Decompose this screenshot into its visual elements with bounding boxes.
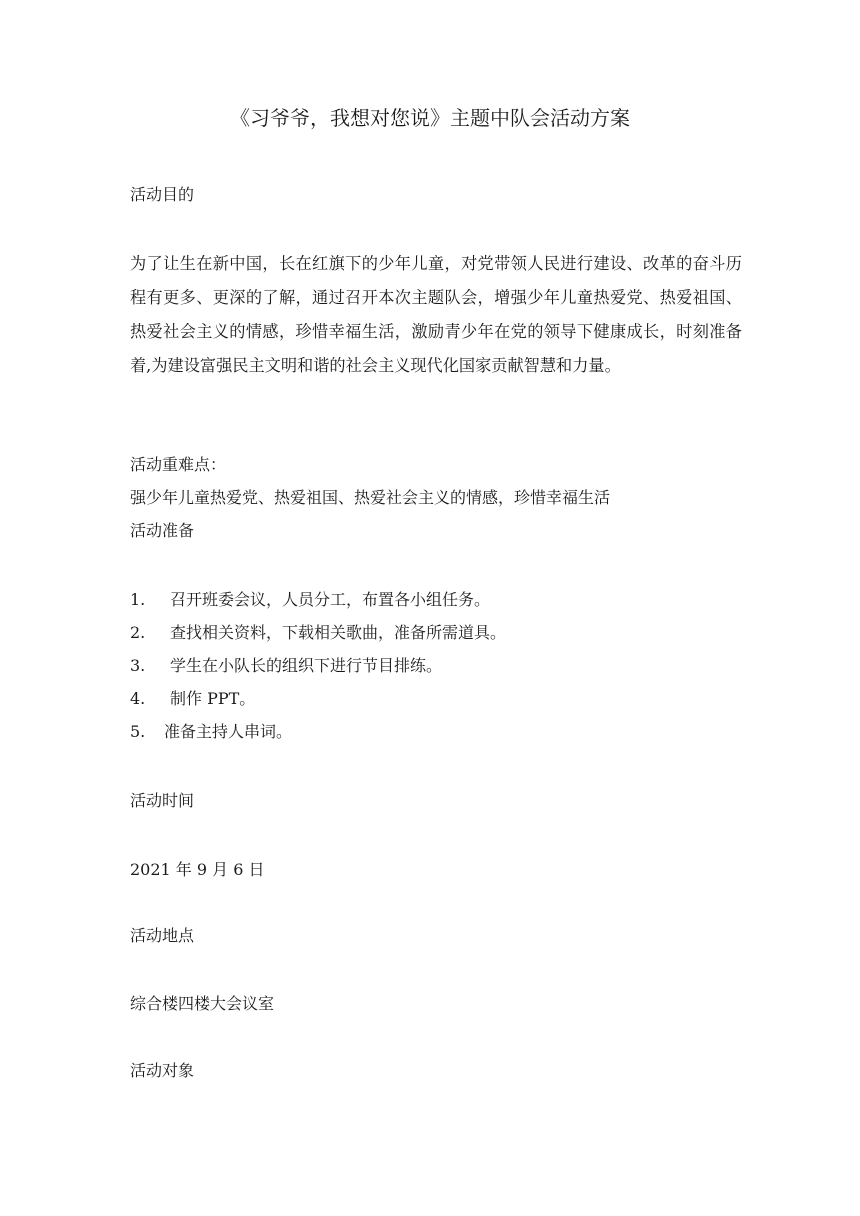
- list-item-text: 召开班委会议，人员分工，布置各小组任务。: [170, 590, 491, 609]
- purpose-paragraph: 为了让生在新中国，长在红旗下的少年儿童，对党带领人民进行建设、改革的奋斗历程有更多、更深的了解，通过召开本次主题队会，增强少年儿童热爱党、热爱祖国、热爱社会主义的情感，珍惜幸福生活，激励青少年在党的领导下健康成长，时刻准备着,为建设富强民主文明和谐的社会主义现代化国家贡献智慧和力量。: [130, 254, 742, 375]
- preparation-item: [130, 655, 442, 677]
- list-item-number: 5.: [130, 722, 146, 741]
- purpose-heading: 活动目的: [130, 185, 195, 204]
- list-item-number: 3.: [130, 656, 146, 675]
- document-title: 《习爷爷，我想对您说》主题中队会活动方案: [230, 106, 630, 130]
- list-item-text: 制作 PPT。: [170, 689, 256, 708]
- time-text: 2021 年 9 月 6 日: [130, 860, 265, 879]
- preparation-item: [130, 589, 490, 611]
- location-text: 综合楼四楼大会议室: [130, 994, 275, 1013]
- list-item-number: 4.: [130, 689, 146, 708]
- list-item-number: 2.: [130, 623, 146, 642]
- list-item-text: 学生在小队长的组织下进行节目排练。: [170, 656, 443, 675]
- key-points-heading: 活动重难点：: [130, 455, 227, 474]
- audience-heading: 活动对象: [130, 1061, 195, 1080]
- preparation-item: [130, 721, 292, 743]
- list-item-text: 查找相关资料，下载相关歌曲，准备所需道具。: [170, 623, 507, 642]
- location-heading: 活动地点: [130, 926, 195, 945]
- preparation-heading: 活动准备: [130, 521, 195, 540]
- list-item-number: 1.: [130, 590, 146, 609]
- key-points-text: 强少年儿童热爱党、热爱祖国、热爱社会主义的情感，珍惜幸福生活: [130, 488, 611, 507]
- preparation-item: [130, 688, 255, 710]
- list-item-text: 准备主持人串词。: [164, 722, 293, 741]
- preparation-item: [130, 622, 506, 644]
- time-heading: 活动时间: [130, 791, 195, 810]
